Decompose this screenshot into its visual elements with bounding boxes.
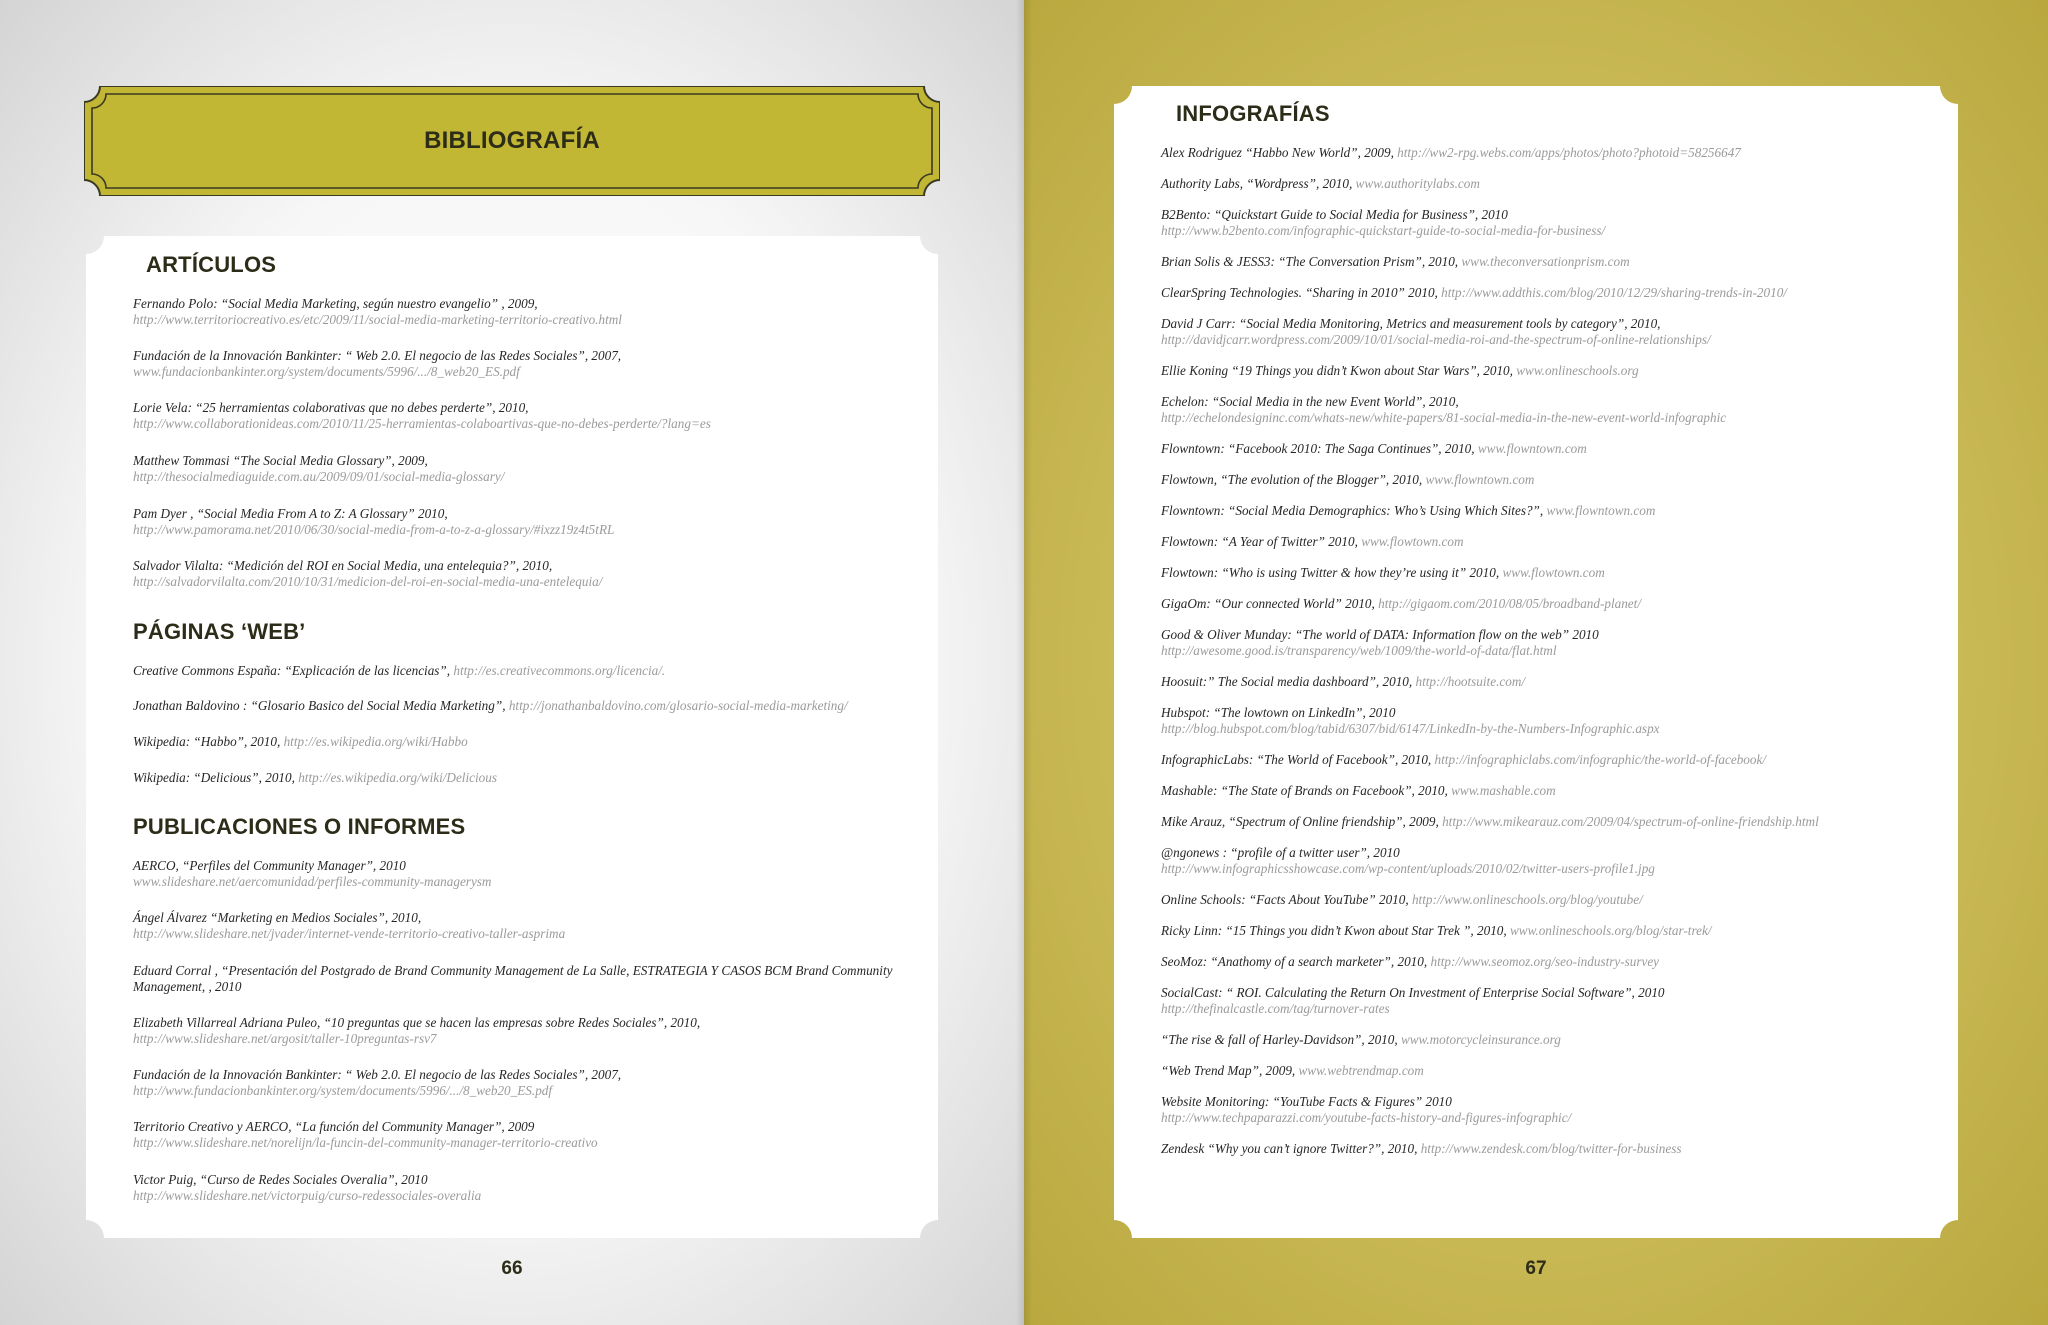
entry-url[interactable]: www.flowntown.com	[1546, 503, 1656, 518]
entry-text: GigaOm: “Our connected World” 2010,	[1161, 596, 1375, 611]
entry-text: Flowtown: “A Year of Twitter” 2010,	[1161, 534, 1358, 549]
entry-text: Flowntown: “Facebook 2010: The Saga Continues”, 2010,	[1161, 441, 1475, 456]
heading-publicaciones: PUBLICACIONES O INFORMES	[133, 814, 466, 839]
list-item	[133, 858, 933, 890]
entry-text: SeoMoz: “Anathomy of a search marketer”, 2010,	[1161, 954, 1428, 969]
list-item	[1161, 954, 1921, 970]
entry-text: Zendesk “Why you can’t ignore Twitter?”, 2010,	[1161, 1141, 1418, 1156]
list-item	[1161, 1094, 1921, 1126]
entry-text: Lorie Vela: “25 herramientas colaborativas que no debes perderte”, 2010,	[133, 400, 529, 415]
entry-text: AERCO, “Perfiles del Community Manager”, 2010	[133, 858, 406, 873]
entry-text: Ricky Linn: “15 Things you didn’t Kwon about Star Trek ”, 2010,	[1161, 923, 1507, 938]
list-item	[1161, 752, 1921, 768]
entry-url[interactable]: http://es.wikipedia.org/wiki/Habbo	[283, 734, 468, 749]
list-item	[133, 1015, 933, 1047]
entry-text: Fundación de la Innovación Bankinter: “ Web 2.0. El negocio de las Redes Sociales”, 2007,	[133, 1067, 622, 1082]
list-item	[133, 453, 933, 485]
list-item	[1161, 1032, 1921, 1048]
entry-text: Alex Rodriguez “Habbo New World”, 2009,	[1161, 145, 1394, 160]
entry-url[interactable]: http://www.pamorama.net/2010/06/30/social-media-from-a-to-z-a-glossary/#ixzz19z4t5tRL	[133, 522, 615, 537]
page-title: BIBLIOGRAFÍA	[424, 127, 600, 154]
entry-text: @ngonews : “profile of a twitter user”, 2010	[1161, 845, 1400, 860]
entry-text: Website Monitoring: “YouTube Facts & Figures” 2010	[1161, 1094, 1452, 1109]
list-item	[133, 506, 933, 538]
entry-url[interactable]: http://ww2-rpg.webs.com/apps/photos/photo?photoid=58256647	[1397, 145, 1741, 160]
list-item	[1161, 674, 1921, 690]
list-item	[1161, 254, 1921, 270]
entry-text: Territorio Creativo y AERCO, “La función del Community Manager”, 2009	[133, 1119, 535, 1134]
list-item	[133, 348, 933, 380]
entry-url[interactable]: http://thefinalcastle.com/tag/turnover-rates	[1161, 1001, 1390, 1016]
entry-url[interactable]: http://infographiclabs.com/infographic/the-world-of-facebook/	[1434, 752, 1767, 767]
entry-url[interactable]: www.flowtown.com	[1361, 534, 1464, 549]
entry-text: Hubspot: “The lowtown on LinkedIn”, 2010	[1161, 705, 1396, 720]
entry-text: Authority Labs, “Wordpress”, 2010,	[1161, 176, 1353, 191]
entry-url[interactable]: http://www.addthis.com/blog/2010/12/29/sharing-trends-in-2010/	[1441, 285, 1787, 300]
list-item	[1161, 985, 1921, 1017]
entry-url[interactable]: www.onlineschools.org/blog/star-trek/	[1510, 923, 1712, 938]
entry-url[interactable]: www.authoritylabs.com	[1355, 176, 1480, 191]
list-item	[1161, 1063, 1921, 1079]
entry-text: Creative Commons España: “Explicación de las licencias”,	[133, 663, 451, 678]
entry-url[interactable]: http://www.slideshare.net/argosit/taller-10preguntas-rsv7	[133, 1031, 437, 1046]
list-item	[1161, 783, 1921, 799]
entry-text: Fundación de la Innovación Bankinter: “ Web 2.0. El negocio de las Redes Sociales”, 2007,	[133, 348, 622, 363]
entry-url[interactable]: www.webtrendmap.com	[1298, 1063, 1424, 1078]
list-item	[1161, 316, 1921, 348]
entry-url[interactable]: http://www.seomoz.org/seo-industry-survey	[1430, 954, 1660, 969]
entry-text: Ellie Koning “19 Things you didn’t Kwon about Star Wars”, 2010,	[1161, 363, 1513, 378]
list-item	[1161, 363, 1921, 379]
entry-url[interactable]: www.mashable.com	[1451, 783, 1556, 798]
entry-url[interactable]: www.onlineschools.org	[1516, 363, 1639, 378]
entry-url[interactable]: http://jonathanbaldovino.com/glosario-social-media-marketing/	[508, 698, 848, 713]
entry-url[interactable]: http://echelondesigninc.com/whats-new/white-papers/81-social-media-in-the-new-event-world-infographic	[1161, 410, 1727, 425]
heading-paginas-web: PÁGINAS ‘WEB’	[133, 619, 306, 644]
entry-text: Flowtown: “Who is using Twitter & how they’re using it” 2010,	[1161, 565, 1500, 580]
entry-text: Ángel Álvarez “Marketing en Medios Sociales”, 2010,	[133, 910, 422, 925]
entry-text: Eduard Corral , “Presentación del Postgrado de Brand Community Management de La Salle, ESTRATEGIA Y CASOS BCM Brand Community Management, , 2010	[133, 963, 893, 994]
entry-url[interactable]: http://www.techpaparazzi.com/youtube-facts-history-and-figures-infographic/	[1161, 1110, 1572, 1125]
list-item	[1161, 145, 1921, 161]
entry-text: “Web Trend Map”, 2009,	[1161, 1063, 1296, 1078]
list-item	[1161, 814, 1921, 830]
title-banner	[84, 86, 940, 196]
entry-url[interactable]: www.fundacionbankinter.org/system/documents/5996/.../8_web20_ES.pdf	[133, 364, 520, 379]
list-item	[133, 1119, 933, 1151]
entry-text: Brian Solis & JESS3: “The Conversation Prism”, 2010,	[1161, 254, 1459, 269]
entry-text: SocialCast: “ ROI. Calculating the Return On Investment of Enterprise Social Software”, 2010	[1161, 985, 1665, 1000]
entry-text: Wikipedia: “Delicious”, 2010,	[133, 770, 295, 785]
entry-text: Flowtown, “The evolution of the Blogger”, 2010,	[1161, 472, 1423, 487]
list-item	[133, 558, 933, 590]
entry-text: Matthew Tommasi “The Social Media Glossary”, 2009,	[133, 453, 428, 468]
entry-url[interactable]: http://www.infographicsshowcase.com/wp-content/uploads/2010/02/twitter-users-profile1.jpg	[1161, 861, 1655, 876]
entry-url[interactable]: http://gigaom.com/2010/08/05/broadband-planet/	[1378, 596, 1641, 611]
list-item	[1161, 596, 1921, 612]
entry-url[interactable]: http://www.territoriocreativo.es/etc/2009/11/social-media-marketing-territorio-creativo.html	[133, 312, 622, 327]
entry-text: Victor Puig, “Curso de Redes Sociales Overalia”, 2010	[133, 1172, 428, 1187]
heading-infografias: INFOGRAFÍAS	[1176, 101, 1330, 126]
entry-text: Online Schools: “Facts About YouTube” 2010,	[1161, 892, 1409, 907]
list-item	[1161, 176, 1921, 192]
list-item	[1161, 534, 1921, 550]
entry-text: B2Bento: “Quickstart Guide to Social Media for Business”, 2010	[1161, 207, 1508, 222]
entry-url[interactable]: http://www.slideshare.net/norelijn/la-funcin-del-community-manager-territorio-creativo	[133, 1135, 598, 1150]
entry-url[interactable]: http://thesocialmediaguide.com.au/2009/09/01/social-media-glossary/	[133, 469, 505, 484]
list-item	[133, 663, 933, 679]
entry-text: Mashable: “The State of Brands on Facebook”, 2010,	[1161, 783, 1448, 798]
entry-url[interactable]: www.flowntown.com	[1425, 472, 1535, 487]
entry-url[interactable]: http://www.zendesk.com/blog/twitter-for-business	[1420, 1141, 1682, 1156]
entry-url[interactable]: www.theconversationprism.com	[1461, 254, 1630, 269]
list-item	[133, 910, 933, 942]
entry-url[interactable]: http://www.mikearauz.com/2009/04/spectrum-of-online-friendship.html	[1442, 814, 1819, 829]
entry-url[interactable]: www.flowntown.com	[1477, 441, 1587, 456]
entry-text: Fernando Polo: “Social Media Marketing, según nuestro evangelio” , 2009,	[133, 296, 538, 311]
list-item	[133, 963, 913, 995]
entry-url[interactable]: http://www.fundacionbankinter.org/system/documents/5996/.../8_web20_ES.pdf	[133, 1083, 553, 1098]
list-item	[1161, 627, 1921, 659]
list-item	[133, 1067, 933, 1099]
page-number-left: 66	[501, 1258, 523, 1279]
entry-text: David J Carr: “Social Media Monitoring, Metrics and measurement tools by category”, 2010,	[1161, 316, 1661, 331]
list-item	[1161, 565, 1921, 581]
entry-text: InfographicLabs: “The World of Facebook”, 2010,	[1161, 752, 1432, 767]
entry-url[interactable]: http://www.slideshare.net/victorpuig/curso-redessociales-overalia	[133, 1188, 482, 1203]
list-item	[1161, 923, 1921, 939]
entry-text: Jonathan Baldovino : “Glosario Basico del Social Media Marketing”,	[133, 698, 506, 713]
entry-url[interactable]: http://blog.hubspot.com/blog/tabid/6307/bid/6147/LinkedIn-by-the-Numbers-Infographic.aspx	[1161, 721, 1660, 736]
entry-text: Good & Oliver Munday: “The world of DATA: Information flow on the web” 2010	[1161, 627, 1599, 642]
list-item	[1161, 207, 1921, 239]
list-item	[133, 734, 933, 750]
list-item	[1161, 285, 1921, 301]
book-spine	[1016, 0, 1032, 1325]
entry-url[interactable]: http://awesome.good.is/transparency/web/1009/the-world-of-data/flat.html	[1161, 643, 1557, 658]
list-item	[133, 698, 933, 714]
list-item	[1161, 705, 1921, 737]
list-item	[133, 296, 933, 328]
list-item	[133, 1172, 933, 1204]
entry-url[interactable]: http://es.wikipedia.org/wiki/Delicious	[298, 770, 497, 785]
list-item	[133, 770, 933, 786]
list-item	[1161, 394, 1921, 426]
list-item	[133, 400, 933, 432]
entry-url[interactable]: http://www.b2bento.com/infographic-quickstart-guide-to-social-media-for-business/	[1161, 223, 1606, 238]
entry-url[interactable]: www.motorcycleinsurance.org	[1400, 1032, 1561, 1047]
list-item	[1161, 503, 1921, 519]
entry-text: Echelon: “Social Media in the new Event World”, 2010,	[1161, 394, 1459, 409]
entry-url[interactable]: www.flowtown.com	[1502, 565, 1605, 580]
page-number-right: 67	[1525, 1258, 1547, 1279]
entry-url[interactable]: http://salvadorvilalta.com/2010/10/31/medicion-del-roi-en-social-media-una-entelequia/	[133, 574, 603, 589]
entry-text: Elizabeth Villarreal Adriana Puleo, “10 preguntas que se hacen las empresas sobre Redes Sociales”, 2010,	[133, 1015, 701, 1030]
entry-url[interactable]: http://www.collaborationideas.com/2010/11/25-herramientas-colaboartivas-que-no-debes-perderte/?lang=es	[133, 416, 711, 431]
entry-url[interactable]: http://hootsuite.com/	[1415, 674, 1526, 689]
list-item	[1161, 892, 1921, 908]
entry-text: Pam Dyer , “Social Media From A to Z: A Glossary” 2010,	[133, 506, 448, 521]
entry-url[interactable]: http://es.creativecommons.org/licencia/.	[453, 663, 666, 678]
entry-text: “The rise & fall of Harley-Davidson”, 2010,	[1161, 1032, 1398, 1047]
entry-url[interactable]: www.slideshare.net/aercomunidad/perfiles-community-managerysm	[133, 874, 492, 889]
list-item	[1161, 1141, 1921, 1157]
entry-text: Wikipedia: “Habbo”, 2010,	[133, 734, 281, 749]
entry-url[interactable]: http://davidjcarr.wordpress.com/2009/10/01/social-media-roi-and-the-spectrum-of-online-relationships/	[1161, 332, 1711, 347]
entry-text: Salvador Vilalta: “Medición del ROI en Social Media, una entelequia?”, 2010,	[133, 558, 553, 573]
entry-text: Flowntown: “Social Media Demographics: Who’s Using Which Sites?”,	[1161, 503, 1544, 518]
entry-text: ClearSpring Technologies. “Sharing in 2010” 2010,	[1161, 285, 1438, 300]
entry-url[interactable]: http://www.slideshare.net/jvader/internet-vende-territorio-creativo-taller-asprima	[133, 926, 566, 941]
list-item	[1161, 845, 1921, 877]
entry-text: Mike Arauz, “Spectrum of Online friendship”, 2009,	[1161, 814, 1439, 829]
entry-text: Hoosuit:” The Social media dashboard”, 2010,	[1161, 674, 1413, 689]
entry-url[interactable]: http://www.onlineschools.org/blog/youtube/	[1411, 892, 1643, 907]
list-item	[1161, 441, 1921, 457]
heading-articulos: ARTÍCULOS	[146, 252, 277, 277]
list-item	[1161, 472, 1921, 488]
